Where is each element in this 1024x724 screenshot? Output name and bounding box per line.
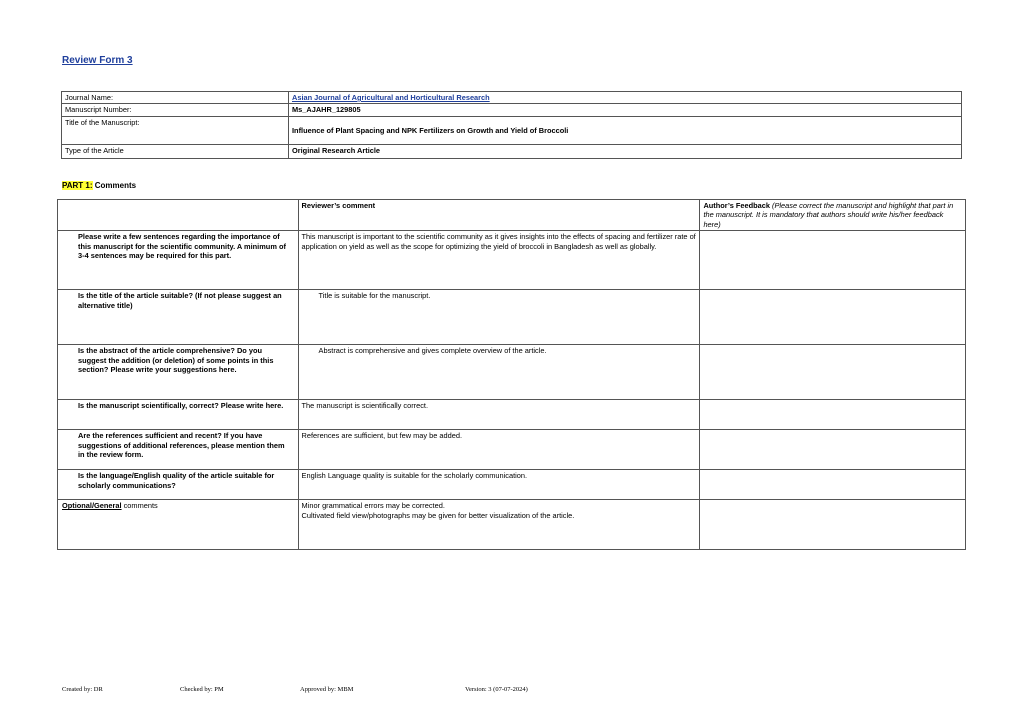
table-row	[58, 430, 966, 470]
footer-version: Version: 3 (07-07-2024)	[465, 686, 528, 693]
manuscript-number-value: Ms_AJAHR_129805	[289, 104, 962, 116]
reviewer-comment-header: Reviewer’s comment	[298, 200, 700, 231]
optional-comments-label	[58, 500, 299, 550]
optional-comment-line: Cultivated field view/photographs may be given for better visualization of the article.	[301, 510, 575, 520]
author-feedback-cell[interactable]	[700, 430, 966, 470]
table-row	[58, 400, 966, 430]
question-cell: Is the title of the article suitable? (If not please suggest an alternative title)	[58, 290, 299, 345]
table-row	[58, 470, 966, 500]
article-type-value: Original Research Article	[289, 144, 962, 158]
author-feedback-cell[interactable]	[700, 500, 966, 550]
manuscript-title-value: Influence of Plant Spacing and NPK Fertilizers on Growth and Yield of Broccoli	[289, 116, 962, 144]
table-row	[58, 290, 966, 345]
optional-comments-cell	[298, 500, 700, 550]
author-feedback-header	[700, 200, 966, 231]
author-feedback-cell[interactable]	[700, 470, 966, 500]
question-header-cell	[58, 200, 299, 231]
footer-created-by: Created by: DR	[62, 686, 103, 693]
table-row	[58, 500, 966, 550]
reviewer-comment-cell: This manuscript is important to the scientific community as it gives insights into the effects of spacing and fertilizer rate of application on yield as well as the scope for optimizing the yield of broccoli in Bangladesh as well as globally.	[298, 231, 700, 290]
question-cell: Please write a few sentences regarding the importance of this manuscript for the scientific community. A minimum of 3-4 sentences may be required for this part.	[58, 231, 299, 290]
question-cell: Are the references sufficient and recent? If you have suggestions of additional references, please mention them in the review form.	[58, 430, 299, 470]
footer-approved-by: Approved by: MBM	[300, 686, 354, 693]
journal-name-label: Journal Name:	[62, 92, 289, 104]
author-feedback-title: Author’s Feedback	[703, 201, 770, 210]
form-title: Review Form 3	[62, 55, 133, 66]
journal-name-link[interactable]: Asian Journal of Agricultural and Horticultural Research	[292, 93, 490, 102]
question-cell: Is the language/English quality of the article suitable for scholarly communications?	[58, 470, 299, 500]
reviewer-comment-cell: Title is suitable for the manuscript.	[298, 290, 700, 345]
reviewer-comment-cell: References are sufficient, but few may be added.	[298, 430, 700, 470]
review-comments-table	[57, 199, 966, 550]
part1-label: Comments	[92, 181, 137, 190]
author-feedback-cell[interactable]	[700, 231, 966, 290]
footer-checked-by: Checked by: PM	[180, 686, 224, 693]
optional-label-rest: comments	[121, 501, 158, 511]
optional-label-bold: Optional/General	[62, 501, 122, 511]
manuscript-number-label: Manuscript Number:	[62, 104, 289, 116]
table-row	[58, 231, 966, 290]
manuscript-title-label: Title of the Manuscript:	[62, 116, 289, 144]
part1-highlight: PART 1:	[62, 181, 93, 190]
reviewer-comment-cell: English Language quality is suitable for the scholarly communication.	[298, 470, 700, 500]
author-feedback-cell[interactable]	[700, 345, 966, 400]
question-cell: Is the manuscript scientifically, correct? Please write here.	[58, 400, 299, 430]
author-feedback-cell[interactable]	[700, 290, 966, 345]
table-row	[58, 345, 966, 400]
author-feedback-cell[interactable]	[700, 400, 966, 430]
part1-heading	[62, 181, 136, 190]
reviewer-comment-cell: Abstract is comprehensive and gives complete overview of the article.	[298, 345, 700, 400]
author-feedback-instructions: (Please correct the manuscript and highlight that part in the manuscript. It is mandatory that authors should write his/her feedback here)	[703, 201, 954, 229]
question-cell: Is the abstract of the article comprehensive? Do you suggest the addition (or deletion) of some points in this section? Please write your suggestions here.	[58, 345, 299, 400]
manuscript-info-table	[61, 91, 962, 159]
reviewer-comment-cell: The manuscript is scientifically correct.	[298, 400, 700, 430]
optional-comment-line: Minor grammatical errors may be corrected.	[301, 501, 445, 511]
article-type-label: Type of the Article	[62, 144, 289, 158]
